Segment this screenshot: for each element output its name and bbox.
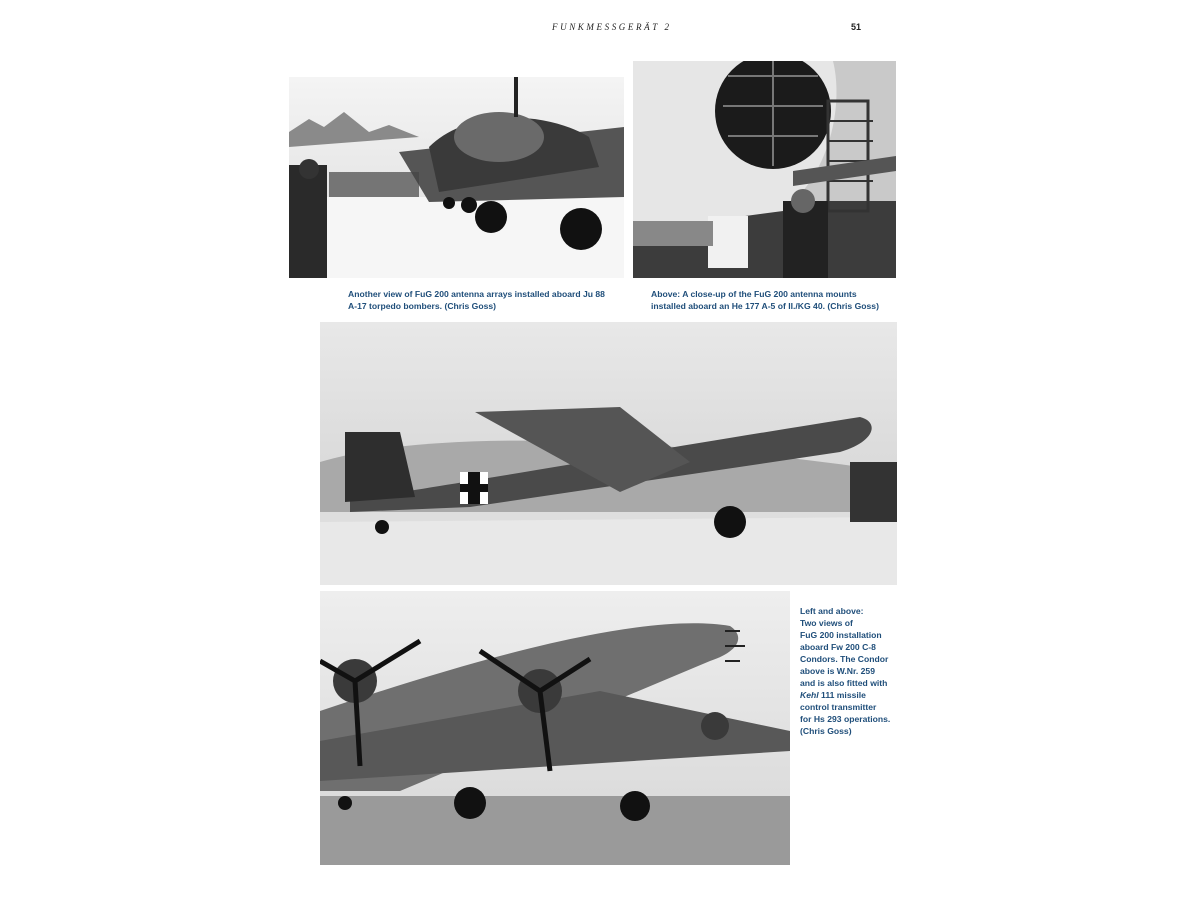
caption-line: Left and above: <box>800 606 864 616</box>
caption-he177 <box>651 288 896 312</box>
caption-line: and is also fitted with <box>800 678 888 688</box>
caption-line-rest: 111 missile <box>818 690 866 700</box>
caption-line: Above: A close-up of the FuG 200 antenna mounts <box>651 289 857 299</box>
caption-line: installed aboard an He 177 A-5 of II./KG 40. (Chris Goss) <box>651 301 879 311</box>
page-number: 51 <box>851 22 862 32</box>
caption-line: above is W.Nr. 259 <box>800 666 875 676</box>
caption-ju88 <box>348 288 618 312</box>
caption-line: Condors. The Condor <box>800 654 889 664</box>
caption-line: aboard Fw 200 C-8 <box>800 642 876 652</box>
caption-line: Two views of <box>800 618 853 628</box>
caption-line: control transmitter <box>800 702 877 712</box>
caption-line: for Hs 293 operations. <box>800 714 891 724</box>
photo-ju88-torpedo-bombers <box>289 77 624 278</box>
caption-line <box>800 689 895 701</box>
caption-fw200 <box>800 605 895 737</box>
caption-italic-word: Kehl <box>800 690 819 700</box>
caption-line: FuG 200 installation <box>800 630 882 640</box>
photo-fw200-front-view <box>320 591 790 865</box>
photo-he177-nose-antenna <box>633 61 896 278</box>
photo-fw200-side-view <box>320 322 897 585</box>
caption-line: A-17 torpedo bombers. (Chris Goss) <box>348 301 497 311</box>
caption-line: Another view of FuG 200 antenna arrays installed aboard Ju 88 <box>348 289 605 299</box>
running-head: FUNKMESSGERÄT 2 <box>552 22 672 32</box>
caption-line: (Chris Goss) <box>800 726 852 736</box>
